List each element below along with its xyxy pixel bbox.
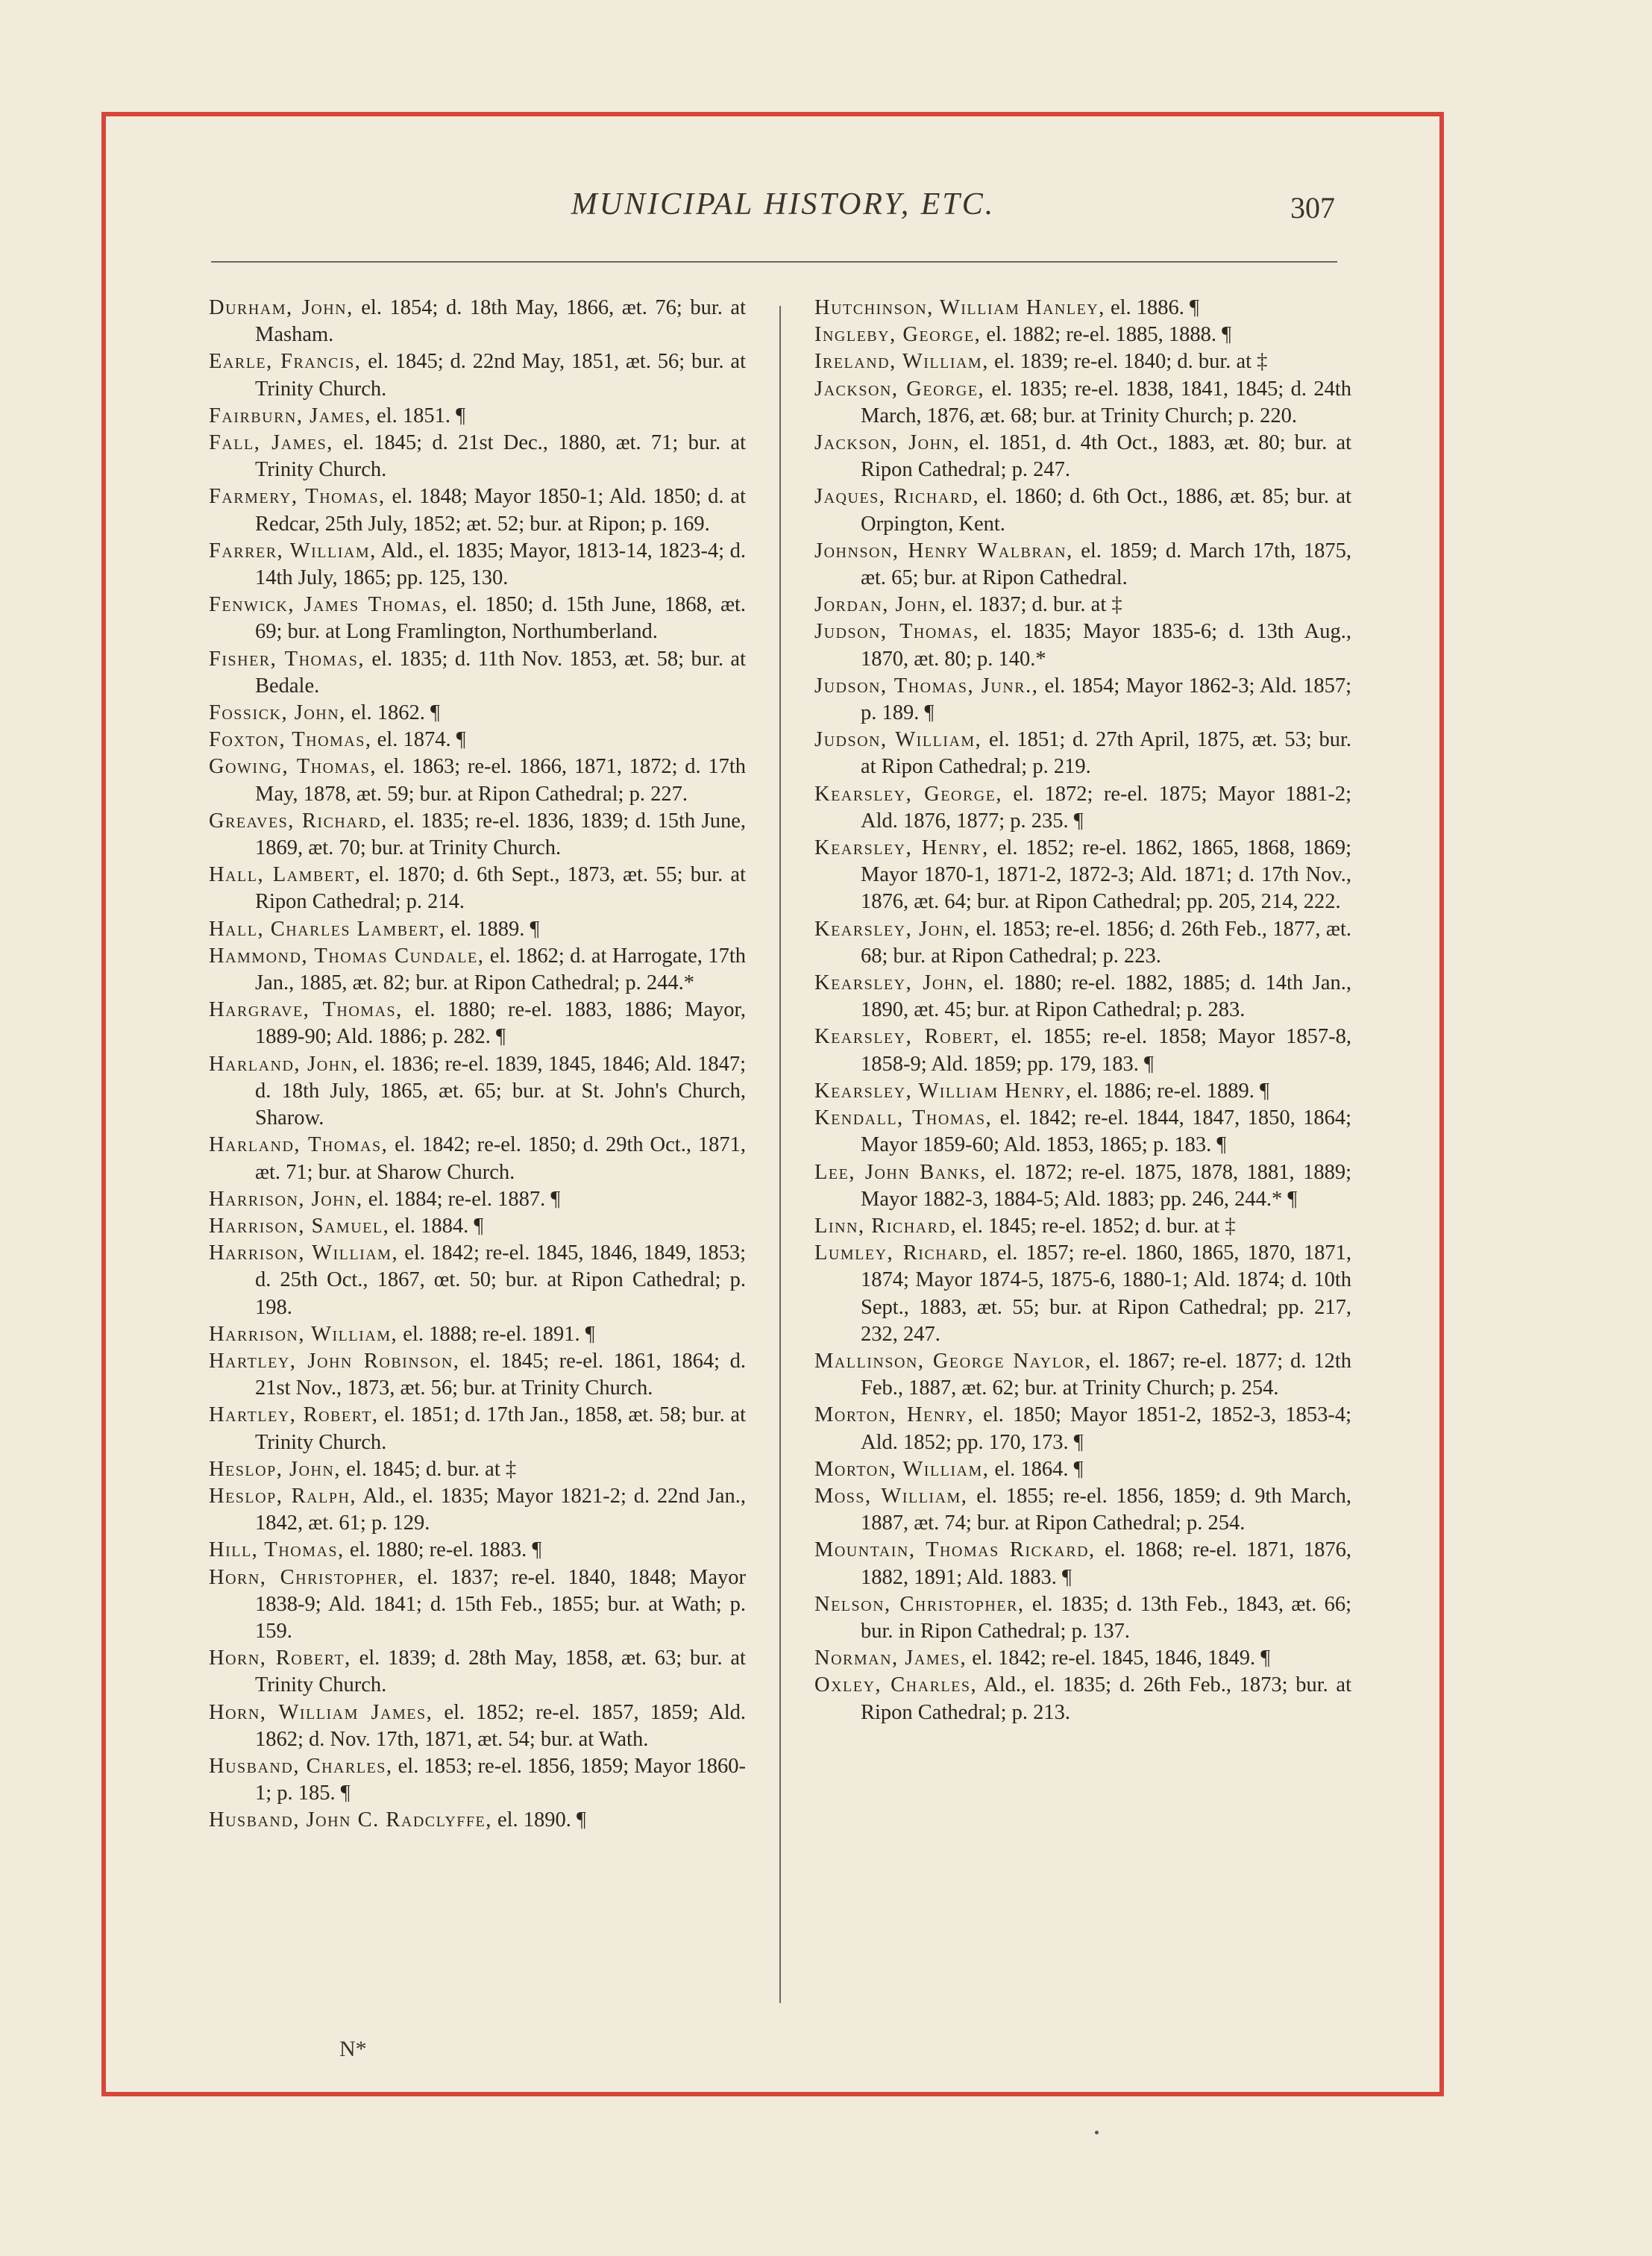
- entry-details: Ald., el. 1835; Mayor 1821-2; d. 22nd Jan., 1842, æt. 61; p. 129.: [255, 1484, 746, 1535]
- entry-details: Ald., el. 1835; d. 26th Feb., 1873; bur. at Ripon Cathedral; p. 213.: [861, 1673, 1351, 1724]
- register-entry: [209, 483, 746, 537]
- entry-details: el. 1889. ¶: [445, 917, 540, 941]
- register-entry: [209, 1240, 746, 1321]
- register-entry: [814, 916, 1351, 970]
- register-entry: [814, 1483, 1351, 1537]
- entry-name: Moss, William,: [814, 1484, 968, 1508]
- entry-name: Fenwick, James Thomas,: [209, 593, 448, 617]
- register-entry: [209, 700, 746, 727]
- entry-name: Morton, Henry,: [814, 1403, 975, 1427]
- entry-details: el. 1853; re-el. 1856; d. 26th Feb., 1877, æt. 68; bur. at Ripon Cathedral; p. 223.: [861, 917, 1351, 968]
- entry-name: Harland, John,: [209, 1052, 359, 1076]
- entry-name: Fairburn, James,: [209, 404, 371, 427]
- register-entry: [209, 1564, 746, 1646]
- register-entry: [814, 781, 1351, 835]
- right-column: [814, 295, 1351, 1726]
- signature-mark: N*: [339, 2037, 367, 2061]
- entry-details: el. 1851. ¶: [371, 404, 466, 427]
- page-number: 307: [1290, 191, 1335, 225]
- entry-details: el. 1842; re-el. 1844, 1847, 1850, 1864; Mayor 1859-60; Ald. 1853, 1865; p. 183. ¶: [861, 1106, 1351, 1157]
- register-entry: [209, 997, 746, 1050]
- entry-details: el. 1862; d. at Harrogate, 17th Jan., 1885, æt. 82; bur. at Ripon Cathedral; p. 244.*: [255, 944, 746, 995]
- register-entry: [209, 1321, 746, 1348]
- entry-details: el. 1890. ¶: [491, 1808, 586, 1832]
- entry-details: el. 1851; d. 17th Jan., 1858, æt. 58; bur. at Trinity Church.: [255, 1403, 746, 1454]
- register-entry: [814, 348, 1351, 375]
- register-entry: [209, 592, 746, 645]
- entry-details: el. 1872; re-el. 1875, 1878, 1881, 1889; Mayor 1882-3, 1884-5; Ald. 1883; pp. 246, 244.* ¶: [861, 1160, 1351, 1211]
- entry-details: el. 1839; re-el. 1840; d. bur. at ‡: [988, 350, 1268, 374]
- entry-details: el. 1888; re-el. 1891. ¶: [398, 1322, 595, 1346]
- entry-name: Farrer, William,: [209, 539, 377, 563]
- entry-name: Ingleby, George,: [814, 323, 982, 347]
- register-entry: [814, 618, 1351, 672]
- register-entry: [209, 1753, 746, 1807]
- register-entry: [814, 1672, 1351, 1726]
- register-entry: [209, 1051, 746, 1132]
- register-entry: [209, 1132, 746, 1185]
- entry-details: el. 1855; re-el. 1858; Mayor 1857-8, 1858-9; Ald. 1859; pp. 179, 183. ¶: [861, 1025, 1352, 1076]
- entry-name: Hill, Thomas,: [209, 1538, 345, 1562]
- register-entry: [209, 1645, 746, 1699]
- entry-name: Kearsley, Henry,: [814, 836, 989, 860]
- ink-dot: [1095, 2131, 1099, 2134]
- entry-name: Earle, Francis,: [209, 350, 362, 374]
- entry-details: el. 1850; Mayor 1851-2, 1852-3, 1853-4; Ald. 1852; pp. 170, 173. ¶: [861, 1403, 1352, 1454]
- entry-details: el. 1884; re-el. 1887. ¶: [362, 1187, 561, 1211]
- register-entry: [814, 1456, 1351, 1483]
- entry-name: Lee, John Banks,: [814, 1160, 987, 1184]
- entry-details: el. 1870; d. 6th Sept., 1873, æt. 55; bur. at Ripon Cathedral; p. 214.: [255, 863, 746, 914]
- register-entry: [209, 808, 746, 862]
- register-entry: [209, 1402, 746, 1456]
- register-entry: [814, 1213, 1351, 1240]
- entry-details: el. 1835; d. 11th Nov. 1853, æt. 58; bur. at Bedale.: [255, 647, 746, 698]
- entry-details: el. 1882; re-el. 1885, 1888. ¶: [981, 323, 1232, 347]
- entry-name: Harrison, William,: [209, 1322, 398, 1346]
- register-entry: [814, 538, 1351, 592]
- register-entry: [814, 727, 1351, 780]
- entry-details: el. 1837; d. bur. at ‡: [946, 593, 1122, 617]
- entry-name: Kendall, Thomas,: [814, 1106, 993, 1130]
- register-entry: [814, 295, 1351, 322]
- register-entry: [814, 1537, 1351, 1591]
- entry-name: Mountain, Thomas Rickard,: [814, 1538, 1096, 1562]
- entry-details: el. 1886; re-el. 1889. ¶: [1072, 1079, 1269, 1103]
- entry-name: Hall, Charles Lambert,: [209, 917, 446, 941]
- register-entry: [209, 916, 746, 943]
- entry-details: el. 1855; re-el. 1856, 1859; d. 9th March, 1887, æt. 74; bur. at Ripon Cathedral; p. 254.: [861, 1484, 1351, 1535]
- entry-details: el. 1857; re-el. 1860, 1865, 1870, 1871, 1874; Mayor 1874-5, 1875-6, 1880-1; Ald. 1874; d. 10th Sept., 1883, æt. 55; bur. at Ripon Cathedral; pp. 217, 232, 247.: [861, 1241, 1351, 1346]
- entry-details: el. 1884. ¶: [389, 1214, 484, 1238]
- register-entry: [814, 1159, 1351, 1213]
- entry-details: el. 1850; d. 15th June, 1868, æt. 69; bur. at Long Framlington, Northumberland.: [255, 593, 746, 644]
- entry-name: Linn, Richard,: [814, 1214, 958, 1238]
- register-entry: [814, 1240, 1351, 1348]
- entry-name: Hall, Lambert,: [209, 863, 362, 887]
- entry-details: el. 1835; d. 13th Feb., 1843, æt. 66; bur. in Ripon Cathedral; p. 137.: [861, 1592, 1352, 1643]
- register-entry: [209, 1483, 746, 1537]
- entry-details: el. 1862. ¶: [345, 701, 440, 725]
- entry-details: el. 1872; re-el. 1875; Mayor 1881-2; Ald. 1876, 1877; p. 235. ¶: [861, 782, 1351, 833]
- entry-name: Greaves, Richard,: [209, 809, 388, 833]
- entry-name: Horn, Christopher,: [209, 1565, 405, 1589]
- entry-name: Harrison, John,: [209, 1187, 363, 1211]
- entry-name: Norman, James,: [814, 1646, 967, 1670]
- entry-name: Lumley, Richard,: [814, 1241, 989, 1265]
- register-entry: [814, 1348, 1351, 1402]
- entry-details: el. 1863; re-el. 1866, 1871, 1872; d. 17th May, 1878, æt. 59; bur. at Ripon Cathedral; p. 227.: [255, 755, 746, 806]
- register-entry: [814, 376, 1351, 430]
- register-entry: [814, 835, 1351, 916]
- entry-name: Fall, James,: [209, 431, 333, 455]
- register-entry: [814, 592, 1351, 618]
- entry-details: el. 1835; re-el. 1836, 1839; d. 15th June, 1869, æt. 70; bur. at Trinity Church.: [255, 809, 747, 860]
- register-entry: [814, 322, 1351, 348]
- entry-name: Kearsley, John,: [814, 917, 971, 941]
- entry-name: Fossick, John,: [209, 701, 346, 725]
- entry-details: el. 1842; re-el. 1845, 1846, 1849. ¶: [967, 1646, 1271, 1670]
- entry-name: Husband, John C. Radclyffe,: [209, 1808, 492, 1832]
- left-column: [209, 295, 746, 1834]
- register-entry: [814, 1645, 1351, 1672]
- entry-name: Nelson, Christopher,: [814, 1592, 1025, 1616]
- register-entry: [814, 1024, 1351, 1077]
- register-entry: [209, 1699, 746, 1753]
- column-divider: [779, 306, 781, 2003]
- register-entry: [209, 646, 746, 700]
- entry-details: el. 1852; re-el. 1857, 1859; Ald. 1862; d. Nov. 17th, 1871, æt. 54; bur. at Wath.: [255, 1700, 746, 1751]
- entry-details: el. 1845; re-el. 1861, 1864; d. 21st Nov., 1873, æt. 56; bur. at Trinity Church.: [255, 1349, 746, 1400]
- running-title: MUNICIPAL HISTORY, ETC.: [571, 187, 996, 222]
- register-entry: [209, 430, 746, 483]
- register-entry: [209, 295, 746, 348]
- entry-details: el. 1868; re-el. 1871, 1876, 1882, 1891; Ald. 1883. ¶: [861, 1538, 1351, 1589]
- register-entry: [814, 430, 1351, 483]
- entry-details: el. 1880; re-el. 1882, 1885; d. 14th Jan., 1890, æt. 45; bur. at Ripon Cathedral; p. 283.: [861, 971, 1351, 1022]
- entry-details: el. 1842; re-el. 1850; d. 29th Oct., 1871, æt. 71; bur. at Sharow Church.: [255, 1133, 747, 1184]
- entry-name: Judson, William,: [814, 728, 982, 752]
- entry-name: Harland, Thomas,: [209, 1133, 389, 1157]
- entry-details: el. 1842; re-el. 1845, 1846, 1849, 1853; d. 25th Oct., 1867, œt. 50; bur. at Ripon Cathedral; p. 198.: [255, 1241, 746, 1319]
- entry-details: el. 1845; re-el. 1852; d. bur. at ‡: [957, 1214, 1236, 1238]
- register-entry: [209, 1213, 746, 1240]
- register-entry: [814, 483, 1351, 537]
- entry-name: Heslop, Ralph,: [209, 1484, 357, 1508]
- register-entry: [814, 1402, 1351, 1456]
- entry-name: Farmery, Thomas,: [209, 485, 386, 509]
- entry-details: el. 1845; d. 22nd May, 1851, æt. 56; bur. at Trinity Church.: [255, 350, 746, 401]
- register-entry: [209, 403, 746, 430]
- register-entry: [814, 673, 1351, 727]
- register-entry: [814, 970, 1351, 1024]
- entry-details: el. 1835; Mayor 1835-6; d. 13th Aug., 1870, æt. 80; p. 140.*: [861, 620, 1351, 671]
- register-entry: [814, 1078, 1351, 1105]
- entry-name: Horn, Robert,: [209, 1646, 351, 1670]
- entry-details: el. 1854; Mayor 1862-3; Ald. 1857; p. 189. ¶: [861, 674, 1351, 725]
- entry-name: Johnson, Henry Walbran,: [814, 539, 1073, 563]
- entry-name: Kearsley, John,: [814, 971, 975, 995]
- entry-name: Harrison, Samuel,: [209, 1214, 390, 1238]
- entry-name: Hargrave, Thomas,: [209, 998, 403, 1022]
- register-entry: [209, 727, 746, 753]
- entry-details: Ald., el. 1835; Mayor, 1813-14, 1823-4; d. 14th July, 1865; pp. 125, 130.: [255, 539, 746, 590]
- entry-details: el. 1853; re-el. 1856, 1859; Mayor 1860-1; p. 185. ¶: [255, 1754, 746, 1805]
- register-entry: [209, 348, 746, 402]
- register-entry: [814, 1105, 1351, 1159]
- entry-name: Hutchinson, William Hanley,: [814, 296, 1105, 319]
- entry-details: el. 1880; re-el. 1883. ¶: [344, 1538, 542, 1562]
- register-entry: [209, 1456, 746, 1483]
- entry-name: Judson, Thomas,: [814, 620, 980, 644]
- entry-details: el. 1845; d. bur. at ‡: [341, 1457, 517, 1481]
- entry-details: el. 1860; d. 6th Oct., 1886, æt. 85; bur. at Orpington, Kent.: [861, 485, 1351, 536]
- entry-name: Kearsley, William Henry,: [814, 1079, 1072, 1103]
- entry-details: el. 1880; re-el. 1883, 1886; Mayor, 1889-90; Ald. 1886; p. 282. ¶: [255, 998, 746, 1049]
- entry-details: el. 1836; re-el. 1839, 1845, 1846; Ald. 1847; d. 18th July, 1865, æt. 65; bur. at St. John's Church, Sharow.: [255, 1052, 746, 1130]
- entry-name: Mallinson, George Naylor,: [814, 1349, 1092, 1373]
- entry-name: Horn, William James,: [209, 1700, 433, 1724]
- entry-name: Jordan, John,: [814, 593, 947, 617]
- entry-name: Jackson, John,: [814, 431, 961, 455]
- header-rule: [211, 261, 1337, 263]
- entry-name: Hartley, Robert,: [209, 1403, 379, 1427]
- entry-name: Hartley, John Robinson,: [209, 1349, 460, 1373]
- entry-name: Fisher, Thomas,: [209, 647, 365, 671]
- entry-name: Gowing, Thomas,: [209, 755, 377, 779]
- register-entry: [814, 1591, 1351, 1645]
- entry-details: el. 1851, d. 4th Oct., 1883, æt. 80; bur. at Ripon Cathedral; p. 247.: [861, 431, 1352, 482]
- entry-details: el. 1848; Mayor 1850-1; Ald. 1850; d. at Redcar, 25th July, 1852; æt. 52; bur. at Ripon; p. 169.: [255, 485, 746, 536]
- entry-name: Morton, William,: [814, 1457, 990, 1481]
- register-entry: [209, 862, 746, 915]
- entry-name: Husband, Charles,: [209, 1754, 393, 1778]
- entry-name: Foxton, Thomas,: [209, 728, 372, 752]
- entry-name: Harrison, William,: [209, 1241, 399, 1265]
- entry-name: Oxley, Charles,: [814, 1673, 978, 1697]
- register-entry: [209, 1807, 746, 1834]
- entry-details: el. 1839; d. 28th May, 1858, æt. 63; bur. at Trinity Church.: [255, 1646, 746, 1697]
- entry-name: Hammond, Thomas Cundale,: [209, 944, 485, 968]
- entry-name: Kearsley, George,: [814, 782, 1002, 806]
- entry-name: Kearsley, Robert,: [814, 1025, 1000, 1049]
- entry-details: el. 1835; re-el. 1838, 1841, 1845; d. 24th March, 1876, æt. 68; bur. at Trinity Church; p. 220.: [861, 377, 1351, 427]
- entry-details: el. 1867; re-el. 1877; d. 12th Feb., 1887, æt. 62; bur. at Trinity Church; p. 254.: [861, 1349, 1351, 1400]
- entry-name: Jackson, George,: [814, 377, 985, 401]
- register-entry: [209, 943, 746, 997]
- register-entry: [209, 1348, 746, 1402]
- entry-details: el. 1886. ¶: [1105, 296, 1199, 319]
- entry-details: el. 1874. ¶: [371, 728, 466, 752]
- entry-name: Ireland, William,: [814, 350, 989, 374]
- register-entry: [209, 753, 746, 807]
- entry-name: Jaques, Richard,: [814, 485, 980, 509]
- register-entry: [209, 1186, 746, 1213]
- entry-name: Durham, John,: [209, 296, 354, 319]
- entry-name: Judson, Thomas, Junr.,: [814, 674, 1039, 698]
- entry-details: el. 1845; d. 21st Dec., 1880, æt. 71; bur. at Trinity Church.: [255, 431, 746, 482]
- entry-details: el. 1852; re-el. 1862, 1865, 1868, 1869; Mayor 1870-1, 1871-2, 1872-3; Ald. 1871; d. 17th Nov., 1876, æt. 64; bur. at Ripon Cathedral; pp. 205, 214, 222.: [861, 836, 1351, 914]
- entry-details: el. 1859; d. March 17th, 1875, æt. 65; bur. at Ripon Cathedral.: [861, 539, 1351, 590]
- entry-details: el. 1864. ¶: [989, 1457, 1084, 1481]
- register-entry: [209, 1537, 746, 1564]
- entry-details: el. 1851; d. 27th April, 1875, æt. 53; bur. at Ripon Cathedral; p. 219.: [861, 728, 1351, 779]
- register-entry: [209, 538, 746, 592]
- entry-details: el. 1837; re-el. 1840, 1848; Mayor 1838-9; Ald. 1841; d. 15th Feb., 1855; bur. at Wath; p. 159.: [255, 1565, 746, 1643]
- entry-name: Heslop, John,: [209, 1457, 342, 1481]
- entry-details: el. 1854; d. 18th May, 1866, æt. 76; bur. at Masham.: [255, 296, 746, 347]
